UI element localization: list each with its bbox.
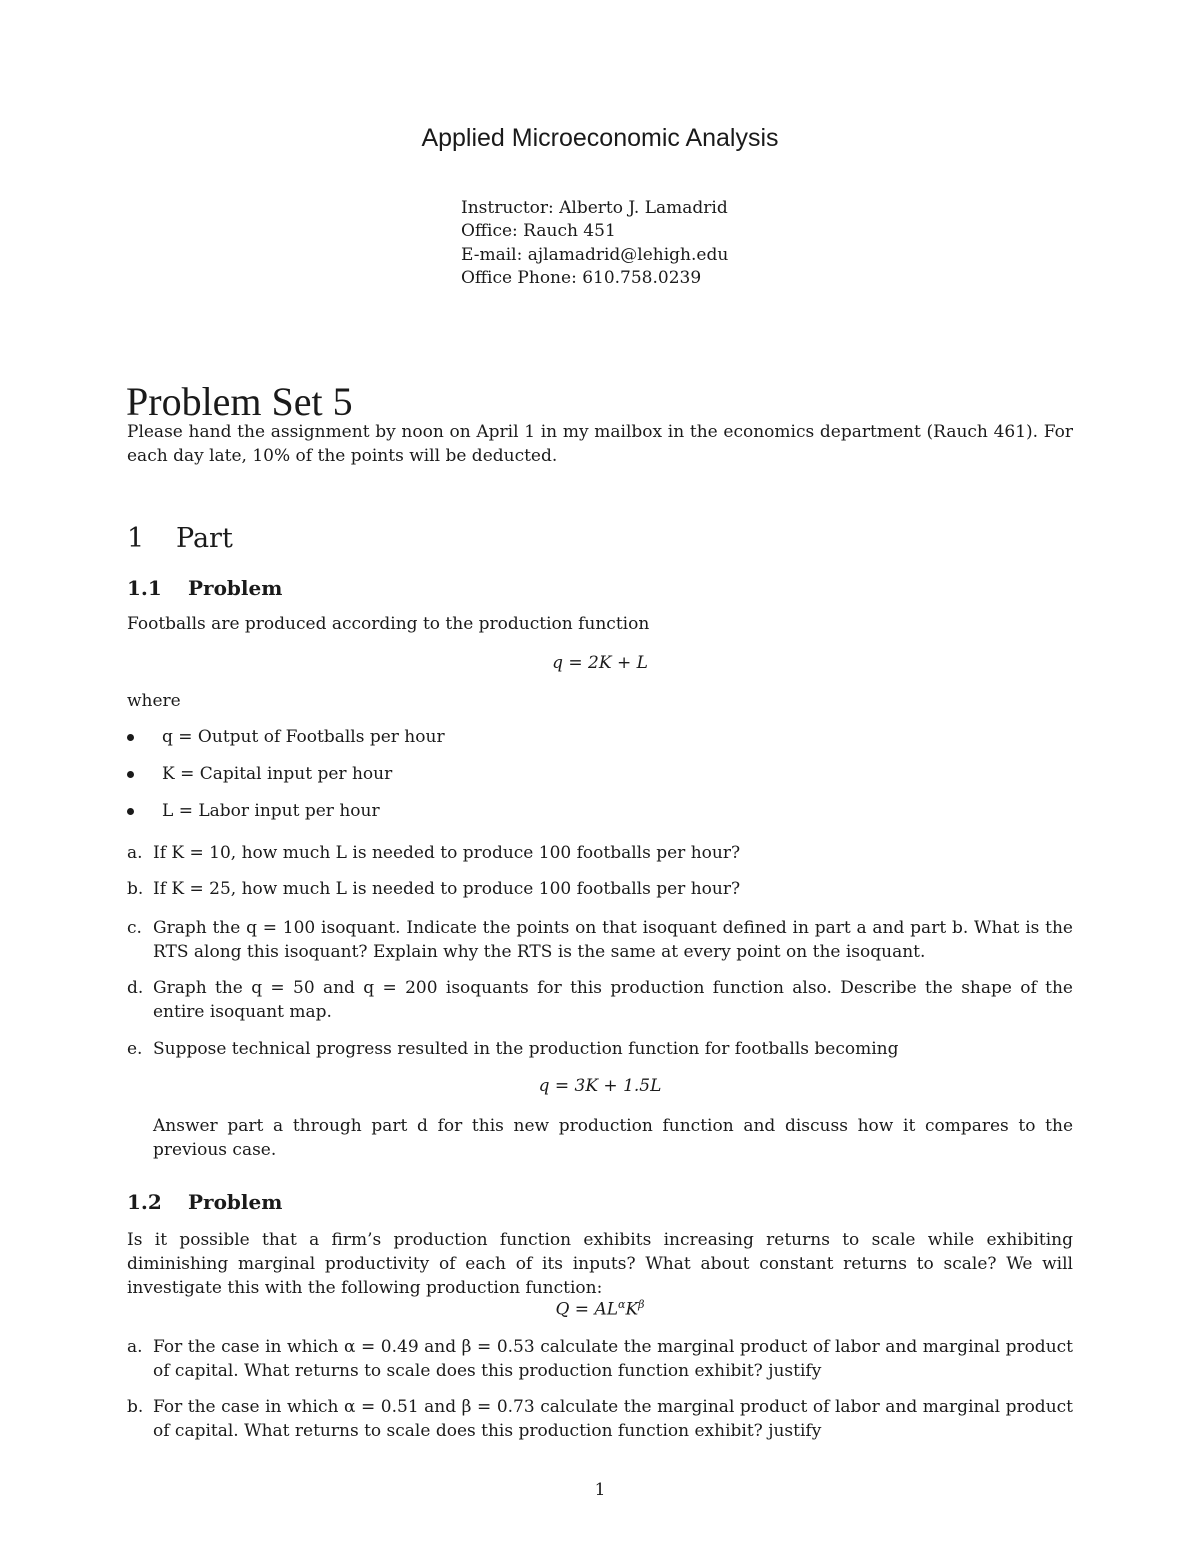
subsection-heading-1-1	[127, 576, 282, 600]
subsection-heading-1-2	[127, 1190, 282, 1214]
subsection-title: Problem	[188, 1190, 283, 1214]
office-phone: Office Phone: 610.758.0239	[461, 267, 702, 288]
question-text: If K = 10, how much L is needed to produce 100 footballs per hour?	[153, 843, 741, 863]
section-title: Part	[176, 523, 233, 554]
equation-exponent-alpha: α	[618, 1298, 626, 1311]
instructor-info	[461, 197, 728, 290]
question-label: b.	[127, 879, 144, 899]
page-number: 1	[594, 1480, 606, 1500]
problem-set-title: Problem Set 5	[126, 379, 353, 424]
question-text: If K = 25, how much L is needed to produce 100 footballs per hour?	[153, 879, 741, 899]
office-location: Office: Rauch 451	[461, 221, 616, 242]
section-number: 1	[127, 523, 145, 554]
bullet-text: q = Output of Footballs per hour	[162, 727, 445, 747]
bullet-text: L = Labor input per hour	[162, 801, 380, 821]
bullet-dot	[127, 808, 134, 815]
cobb-douglas-equation	[0, 1298, 1200, 1320]
section-heading	[127, 523, 233, 554]
bullet-text: K = Capital input per hour	[162, 764, 393, 784]
equation-capital: K	[625, 1299, 639, 1320]
question-label: a.	[127, 1337, 143, 1357]
problem-set-intro: Please hand the assignment by noon on April 1 in my mailbox in the economics department (Rauch 461). For each day late, 10% of the points will be deducted.	[127, 422, 1073, 466]
question-text: Graph the q = 100 isoquant. Indicate the points on that isoquant defined in part a and part b. What is the RTS along this isoquant? Explain why the RTS is the same at every point on the isoquant.	[153, 918, 1073, 962]
equation-base: Q = AL	[555, 1299, 619, 1320]
question-text: For the case in which α = 0.49 and β = 0.53 calculate the marginal product of labor and marginal product of capital. What returns to scale does this production function exhibit? justify	[153, 1337, 1073, 1381]
problem-intro: Footballs are produced according to the production function	[127, 614, 650, 634]
question-label: c.	[127, 918, 142, 938]
question-label: b.	[127, 1397, 144, 1417]
subsection-title: Problem	[188, 576, 283, 600]
question-label: a.	[127, 843, 143, 863]
question-text: Suppose technical progress resulted in the production function for footballs becoming	[153, 1039, 899, 1059]
new-production-equation: q = 3K + 1.5L	[538, 1076, 662, 1096]
bullet-dot	[127, 771, 134, 778]
email-address: E-mail: ajlamadrid@lehigh.edu	[461, 244, 729, 265]
question-label: d.	[127, 978, 144, 998]
problem-intro: Is it possible that a firm’s production function exhibits increasing returns to scale while exhibiting diminishing marginal productivity of each of its inputs? What about constant returns to scale? We will investigate this with the following production function:	[127, 1230, 1073, 1298]
production-equation: q = 2K + L	[552, 653, 648, 673]
question-text: Graph the q = 50 and q = 200 isoquants for this production function also. Describe the shape of the entire isoquant map.	[153, 978, 1073, 1022]
where-label: where	[127, 691, 181, 711]
followup-text: Answer part a through part d for this new production function and discuss how it compares to the previous case.	[153, 1116, 1073, 1160]
instructor-name: Instructor: Alberto J. Lamadrid	[461, 198, 728, 218]
subsection-number: 1.2	[127, 1190, 162, 1214]
bullet-dot	[127, 734, 134, 741]
question-text: For the case in which α = 0.51 and β = 0.73 calculate the marginal product of labor and marginal product of capital. What returns to scale does this production function exhibit? justify	[153, 1397, 1073, 1441]
equation-exponent-beta: β	[638, 1298, 645, 1311]
course-title: Applied Microeconomic Analysis	[421, 124, 779, 152]
question-label: e.	[127, 1039, 143, 1059]
subsection-number: 1.1	[127, 576, 162, 600]
